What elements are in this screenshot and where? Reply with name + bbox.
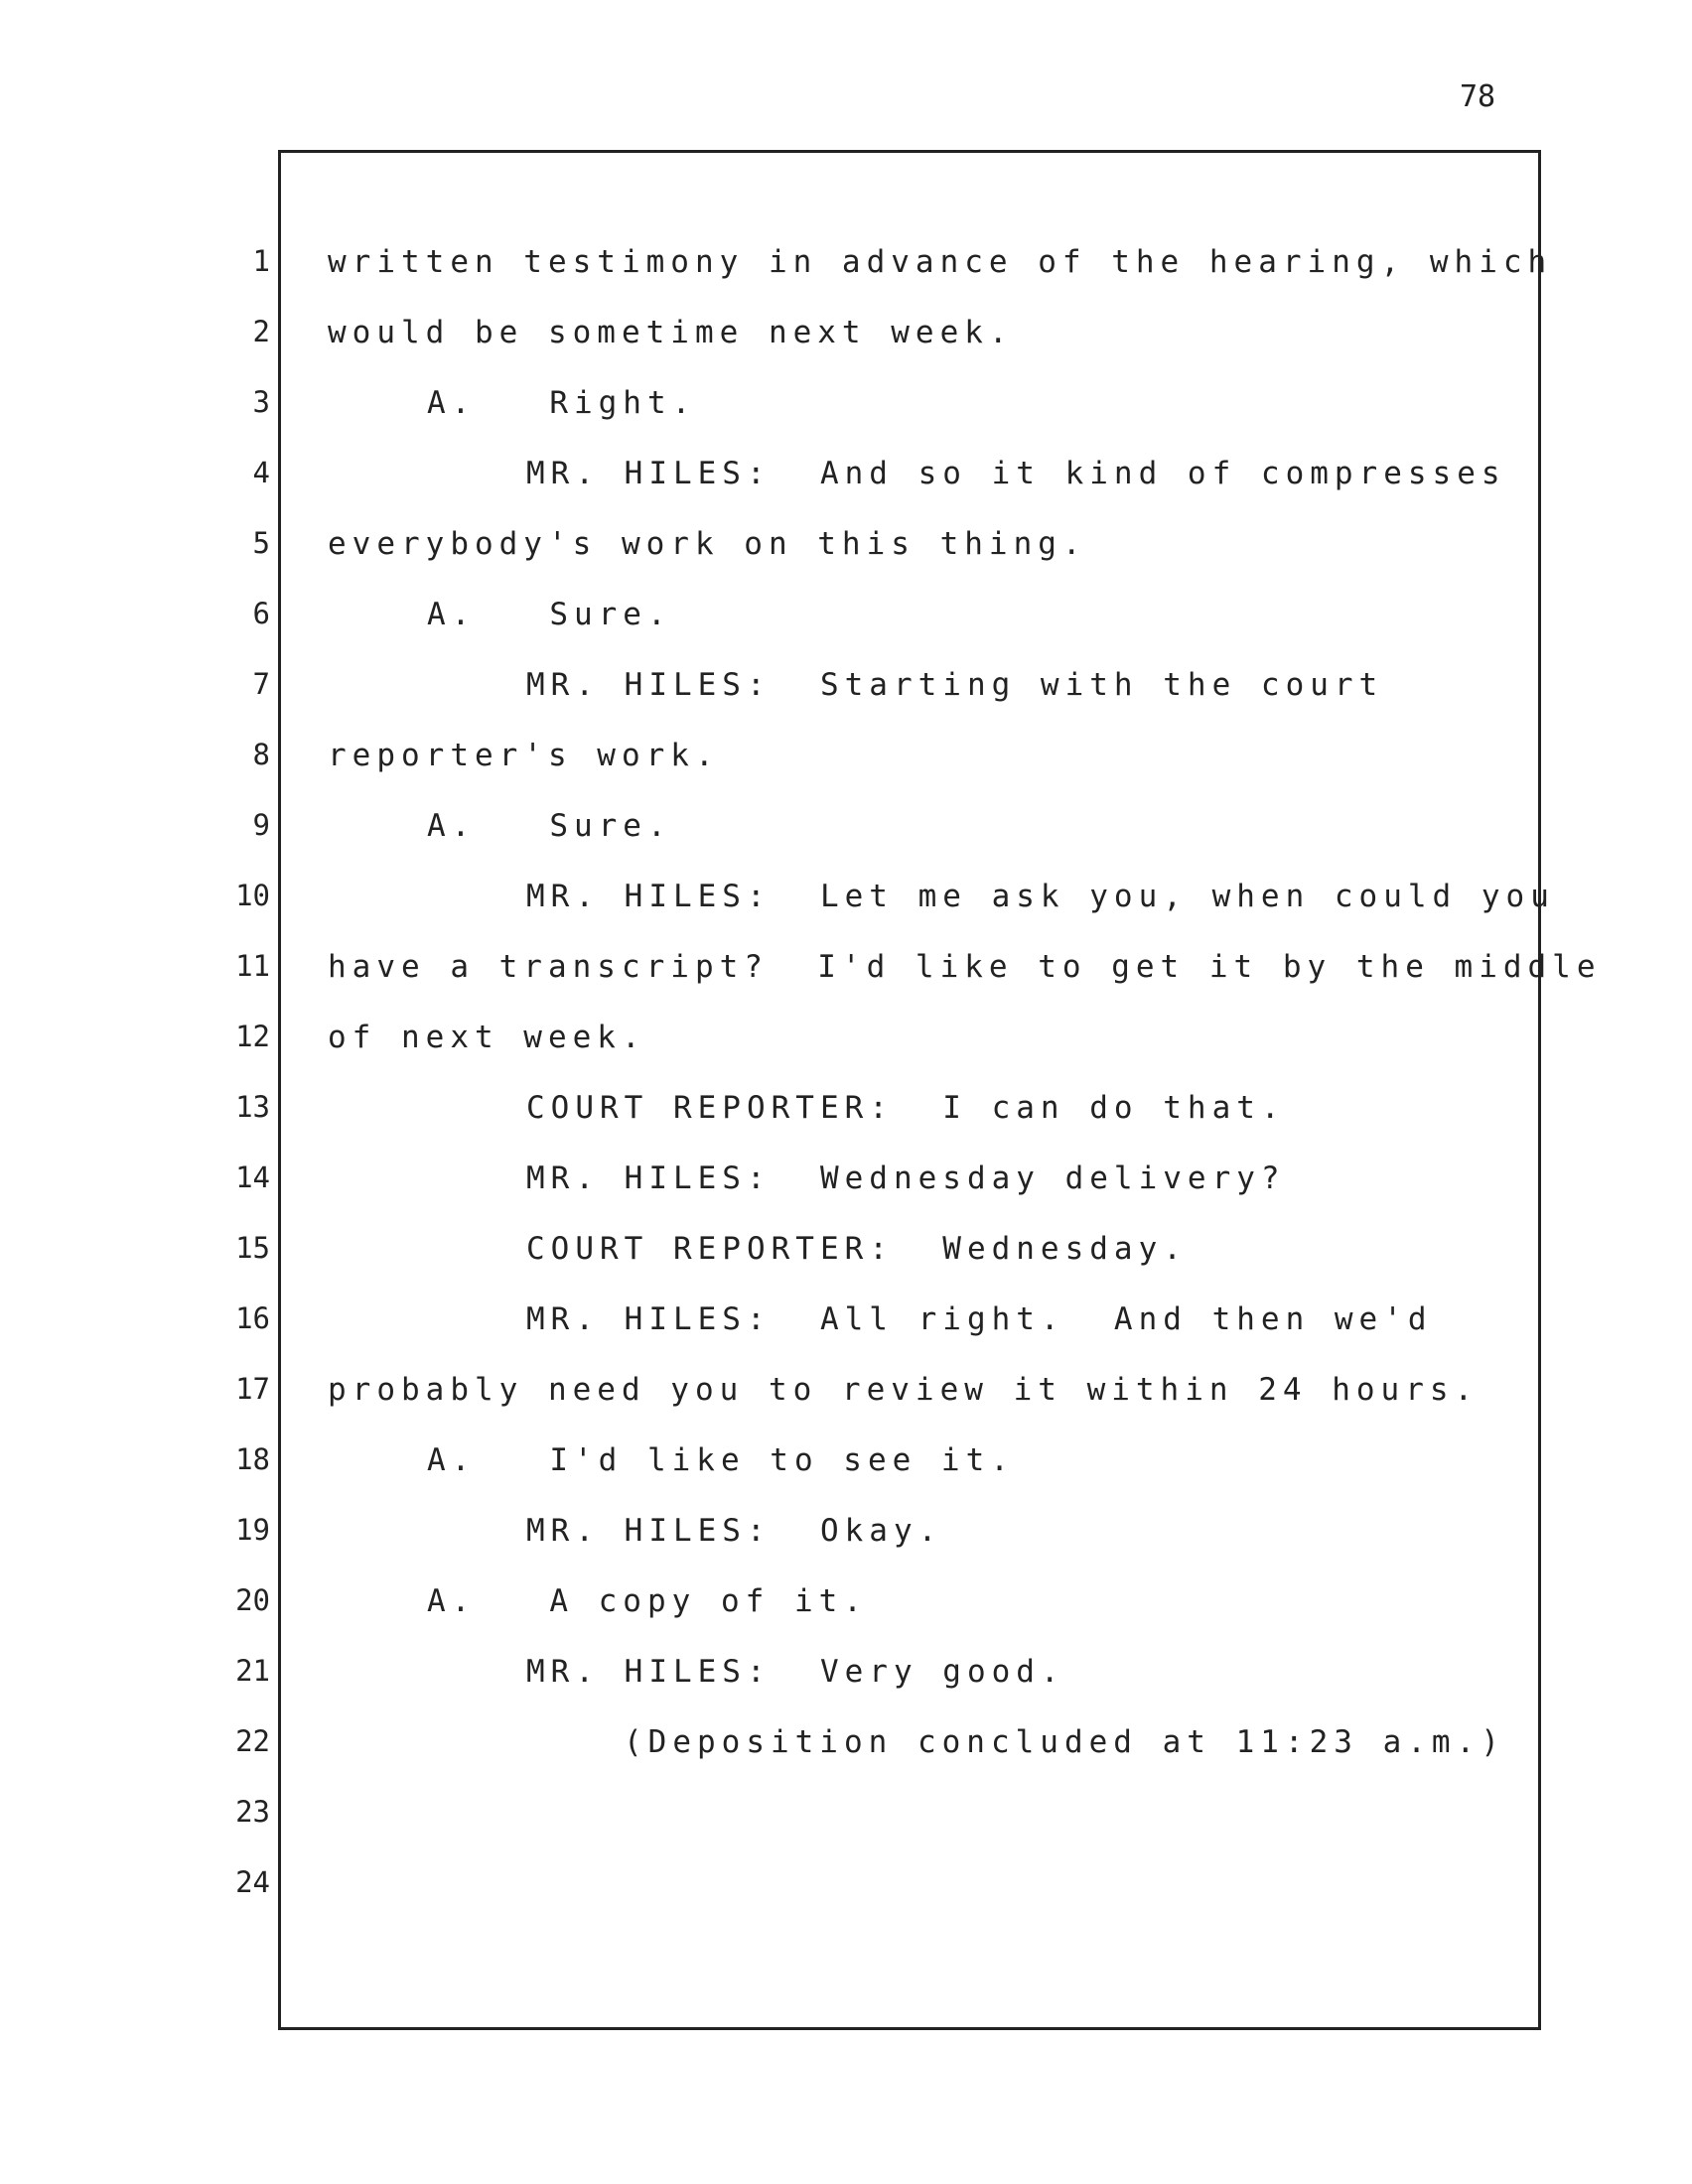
line-text: MR. HILES: Let me ask you, when could you: [526, 879, 1555, 914]
line-text: MR. HILES: Very good.: [526, 1654, 1065, 1690]
line-text: A. Sure.: [427, 597, 672, 632]
line-number: 10: [235, 879, 270, 912]
line-text: MR. HILES: All right. And then we'd: [526, 1301, 1433, 1337]
line-text: have a transcript? I'd like to get it by the middle: [328, 949, 1602, 985]
line-text: everybody's work on this thing.: [328, 526, 1087, 562]
line-number: 23: [235, 1795, 270, 1829]
line-number: 4: [252, 456, 270, 489]
line-number: 21: [235, 1654, 270, 1688]
line-number: 1: [252, 244, 270, 278]
line-number: 18: [235, 1442, 270, 1476]
line-number: 6: [252, 597, 270, 630]
line-text: probably need you to review it within 24 hours.: [328, 1372, 1480, 1408]
line-text: A. I'd like to see it.: [427, 1442, 1015, 1478]
line-text: A. Sure.: [427, 808, 672, 844]
line-number: 15: [235, 1231, 270, 1265]
line-number: 11: [235, 949, 270, 983]
line-number: 20: [235, 1583, 270, 1617]
line-text: MR. HILES: And so it kind of compresses: [526, 456, 1506, 491]
line-number: 14: [235, 1160, 270, 1194]
line-number: 13: [235, 1090, 270, 1124]
line-number: 19: [235, 1513, 270, 1547]
line-number: 17: [235, 1372, 270, 1406]
line-number: 12: [235, 1020, 270, 1053]
line-number: 9: [252, 808, 270, 842]
line-number: 3: [252, 385, 270, 419]
line-number: 5: [252, 526, 270, 560]
line-text: COURT REPORTER: Wednesday.: [526, 1231, 1188, 1267]
page-number: 78: [1460, 79, 1496, 114]
line-text: MR. HILES: Wednesday delivery?: [526, 1160, 1286, 1196]
line-number: 24: [235, 1865, 270, 1899]
line-text: MR. HILES: Okay.: [526, 1513, 943, 1549]
line-number: 8: [252, 738, 270, 771]
line-text: COURT REPORTER: I can do that.: [526, 1090, 1286, 1126]
line-text: A. Right.: [427, 385, 697, 421]
line-text: MR. HILES: Starting with the court: [526, 667, 1384, 703]
line-text: written testimony in advance of the hearing, which: [328, 244, 1553, 280]
line-text: would be sometime next week.: [328, 315, 1014, 350]
line-number: 22: [235, 1724, 270, 1758]
line-text: A. A copy of it.: [427, 1583, 868, 1619]
line-number: 2: [252, 315, 270, 348]
line-text: of next week.: [328, 1020, 646, 1055]
line-text: reporter's work.: [328, 738, 720, 773]
line-number: 16: [235, 1301, 270, 1335]
line-number: 7: [252, 667, 270, 701]
line-text: (Deposition concluded at 11:23 a.m.): [624, 1724, 1505, 1760]
